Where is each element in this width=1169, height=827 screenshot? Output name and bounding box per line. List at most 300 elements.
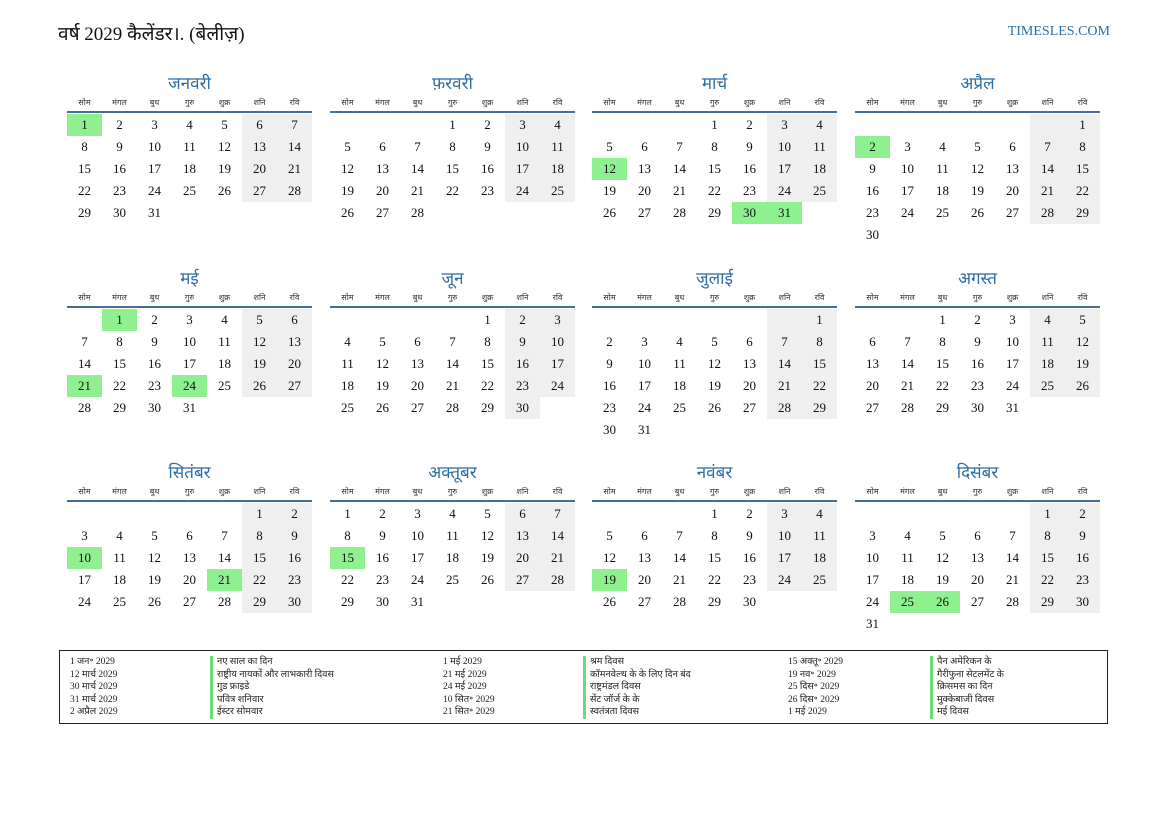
- day-cell: 19: [971, 183, 984, 198]
- day-cell: 15: [936, 356, 949, 371]
- day-cell: 2: [974, 312, 981, 327]
- month-block: [330, 463, 575, 613]
- day-grid: [67, 309, 312, 419]
- month-name: दिसंबर: [956, 463, 999, 482]
- month-block: [67, 74, 312, 224]
- holiday-name: कॉमनवेल्थ के के लिए दिन बंद: [583, 669, 691, 682]
- day-cell: 24: [1006, 378, 1019, 393]
- day-cell: 2: [1065, 503, 1100, 525]
- day-cell: 14: [218, 550, 231, 565]
- day-cell: 24: [540, 375, 575, 397]
- day-cell: 21: [540, 547, 575, 569]
- day-cell: 22: [936, 378, 949, 393]
- day-cell: 26: [242, 375, 277, 397]
- holiday-date: 12 मार्च 2029: [70, 669, 118, 680]
- empty-day: [400, 114, 435, 136]
- weekday-label: गुरु: [972, 98, 983, 107]
- day-cell: 11: [540, 136, 575, 158]
- day-cell: 3: [540, 309, 575, 331]
- day-cell: 26: [1065, 375, 1100, 397]
- day-cell: 21: [277, 158, 312, 180]
- month-name: जनवरी: [168, 74, 211, 93]
- day-cell: 13: [376, 161, 389, 176]
- weekday-label: रवि: [1077, 98, 1088, 107]
- empty-day: [890, 114, 925, 136]
- day-grid: [592, 114, 837, 224]
- day-cell: 30: [732, 202, 767, 224]
- holiday-name: मुक्केबाजी दिवस: [930, 694, 1004, 707]
- weekday-label: गुरु: [184, 293, 195, 302]
- day-cell: 7: [676, 528, 683, 543]
- site-link[interactable]: TIMESLES.COM: [1007, 24, 1110, 39]
- day-cell: 22: [802, 375, 837, 397]
- empty-day: [662, 309, 697, 331]
- day-cell: 14: [446, 356, 459, 371]
- weekday-label: शुक्र: [743, 293, 756, 302]
- day-cell: 18: [341, 378, 354, 393]
- day-cell: 8: [711, 139, 718, 154]
- weekday-label: मंगल: [900, 487, 915, 496]
- weekday-label: गुरु: [709, 293, 720, 302]
- day-cell: 9: [746, 528, 753, 543]
- day-cell: 12: [481, 528, 494, 543]
- weekday-label: गुरु: [972, 293, 983, 302]
- day-cell: 26: [481, 572, 494, 587]
- day-cell: 25: [113, 594, 126, 609]
- holiday-date: 1 मई 2029: [788, 707, 827, 717]
- day-cell: 12: [708, 356, 721, 371]
- day-cell: 5: [242, 309, 277, 331]
- empty-day: [995, 114, 1030, 136]
- weekday-header: [67, 97, 312, 113]
- day-cell: 28: [767, 397, 802, 419]
- day-cell: 22: [1065, 180, 1100, 202]
- weekday-label: बुध: [149, 293, 160, 302]
- day-grid: [330, 503, 575, 613]
- day-cell: 3: [505, 114, 540, 136]
- empty-day: [400, 309, 435, 331]
- weekday-label: मंगल: [112, 98, 127, 107]
- empty-day: [662, 114, 697, 136]
- empty-day: [855, 309, 890, 331]
- day-cell: 8: [449, 139, 456, 154]
- day-cell: 7: [221, 528, 228, 543]
- month-name: अक्तूबर: [428, 463, 477, 482]
- day-cell: 10: [540, 331, 575, 353]
- day-cell: 11: [183, 139, 196, 154]
- weekday-label: रवि: [289, 98, 300, 107]
- day-cell: 23: [148, 378, 161, 393]
- day-cell: 5: [939, 528, 946, 543]
- day-cell: 22: [446, 183, 459, 198]
- holiday-names-col-2: [583, 656, 691, 719]
- day-cell: 27: [505, 569, 540, 591]
- day-cell: 17: [1006, 356, 1019, 371]
- holiday-name: स्वतंत्रता दिवस: [583, 706, 691, 719]
- month-name: जून: [441, 269, 464, 288]
- day-cell: 15: [1065, 158, 1100, 180]
- day-cell: 12: [971, 161, 984, 176]
- day-cell: 9: [151, 334, 158, 349]
- day-cell: 17: [767, 547, 802, 569]
- day-cell: 27: [183, 594, 196, 609]
- day-cell: 4: [802, 503, 837, 525]
- day-cell: 1: [67, 114, 102, 136]
- day-cell: 27: [743, 400, 756, 415]
- day-cell: 13: [277, 331, 312, 353]
- day-cell: 19: [218, 161, 231, 176]
- day-cell: 19: [603, 183, 616, 198]
- day-cell: 10: [505, 136, 540, 158]
- day-cell: 27: [277, 375, 312, 397]
- day-cell: 1: [449, 117, 456, 132]
- day-cell: 23: [866, 205, 879, 220]
- holiday-name: राष्ट्रीय नायकों और लाभकारी दिवस: [210, 669, 334, 682]
- day-cell: 29: [481, 400, 494, 415]
- day-cell: 28: [1006, 594, 1019, 609]
- day-cell: 27: [638, 205, 651, 220]
- day-cell: 17: [638, 378, 651, 393]
- day-cell: 25: [802, 569, 837, 591]
- empty-day: [137, 503, 172, 525]
- day-cell: 28: [411, 205, 424, 220]
- day-cell: 20: [183, 572, 196, 587]
- day-cell: 10: [767, 136, 802, 158]
- weekday-label: गुरु: [447, 487, 458, 496]
- weekday-label: शुक्र: [481, 98, 494, 107]
- day-cell: 9: [379, 528, 386, 543]
- weekday-label: सोम: [78, 98, 91, 107]
- day-cell: 8: [1030, 525, 1065, 547]
- day-cell: 27: [866, 400, 879, 415]
- weekday-label: शुक्र: [743, 98, 756, 107]
- day-cell: 26: [971, 205, 984, 220]
- weekday-label: रवि: [289, 293, 300, 302]
- day-cell: 12: [603, 550, 616, 565]
- day-cell: 9: [869, 161, 876, 176]
- holiday-date: 21 सित॰ 2029: [443, 707, 495, 717]
- day-cell: 30: [148, 400, 161, 415]
- weekday-header: [330, 292, 575, 308]
- day-cell: 10: [1006, 334, 1019, 349]
- day-cell: 5: [1065, 309, 1100, 331]
- day-cell: 3: [767, 503, 802, 525]
- day-cell: 17: [411, 550, 424, 565]
- day-cell: 24: [767, 180, 802, 202]
- empty-day: [627, 503, 662, 525]
- day-grid: [592, 503, 837, 613]
- holiday-date: 15 अक्तू॰ 2029: [788, 657, 844, 667]
- day-cell: 17: [148, 161, 161, 176]
- month-block: [855, 463, 1100, 635]
- weekday-label: बुध: [412, 98, 423, 107]
- day-cell: 4: [1030, 309, 1065, 331]
- day-cell: 29: [1065, 202, 1100, 224]
- day-cell: 31: [1006, 400, 1019, 415]
- day-cell: 7: [81, 334, 88, 349]
- day-cell: 9: [277, 525, 312, 547]
- empty-day: [67, 309, 102, 331]
- holiday-name: सेंट जॉर्ज के के: [583, 694, 691, 707]
- weekday-label: बुध: [412, 487, 423, 496]
- holiday-date: 25 दिस॰ 2029: [788, 682, 840, 692]
- day-cell: 23: [481, 183, 494, 198]
- day-cell: 16: [277, 547, 312, 569]
- month-block: [592, 74, 837, 224]
- day-cell: 20: [505, 547, 540, 569]
- empty-day: [627, 114, 662, 136]
- day-cell: 2: [277, 503, 312, 525]
- day-cell: 8: [484, 334, 491, 349]
- empty-day: [890, 309, 925, 331]
- day-cell: 29: [341, 594, 354, 609]
- day-cell: 13: [743, 356, 756, 371]
- day-cell: 12: [242, 331, 277, 353]
- day-cell: 4: [540, 114, 575, 136]
- day-cell: 21: [446, 378, 459, 393]
- day-cell: 8: [1065, 136, 1100, 158]
- weekday-label: रवि: [814, 487, 825, 496]
- day-cell: 2: [746, 506, 753, 521]
- day-cell: 4: [676, 334, 683, 349]
- day-cell: 11: [901, 550, 914, 565]
- day-cell: 25: [936, 205, 949, 220]
- day-cell: 14: [1030, 158, 1065, 180]
- day-cell: 13: [866, 356, 879, 371]
- weekday-label: मंगल: [375, 487, 390, 496]
- day-cell: 25: [183, 183, 196, 198]
- day-grid: [855, 309, 1100, 419]
- day-cell: 27: [1006, 205, 1019, 220]
- day-cell: 18: [446, 550, 459, 565]
- month-block: [592, 463, 837, 613]
- weekday-label: मंगल: [112, 293, 127, 302]
- month-name: जुलाई: [696, 269, 733, 288]
- weekday-label: शनि: [778, 293, 791, 302]
- day-cell: 22: [78, 183, 91, 198]
- day-cell: 22: [708, 572, 721, 587]
- empty-day: [960, 503, 995, 525]
- day-cell: 4: [904, 528, 911, 543]
- weekday-label: गुरु: [184, 487, 195, 496]
- day-cell: 16: [743, 550, 756, 565]
- holiday-name: गैरीफुना सेटलमेंट के: [930, 669, 1004, 682]
- weekday-label: मंगल: [637, 293, 652, 302]
- day-cell: 27: [971, 594, 984, 609]
- weekday-label: रवि: [289, 487, 300, 496]
- weekday-label: रवि: [1077, 487, 1088, 496]
- weekday-label: बुध: [674, 98, 685, 107]
- day-cell: 18: [218, 356, 231, 371]
- day-cell: 17: [78, 572, 91, 587]
- weekday-label: बुध: [149, 98, 160, 107]
- day-cell: 12: [148, 550, 161, 565]
- month-block: [855, 74, 1100, 246]
- day-cell: 12: [376, 356, 389, 371]
- day-cell: 12: [218, 139, 231, 154]
- day-cell: 2: [484, 117, 491, 132]
- month-name: अप्रैल: [960, 74, 995, 93]
- holiday-name: गुड फ्राइडे: [210, 681, 334, 694]
- day-cell: 28: [78, 400, 91, 415]
- weekday-label: शुक्र: [218, 487, 231, 496]
- day-cell: 14: [1006, 550, 1019, 565]
- day-cell: 21: [767, 375, 802, 397]
- day-cell: 24: [767, 569, 802, 591]
- empty-day: [435, 309, 470, 331]
- day-cell: 28: [218, 594, 231, 609]
- day-cell: 16: [743, 161, 756, 176]
- day-cell: 10: [148, 139, 161, 154]
- holiday-name: राष्ट्रमंडल दिवस: [583, 681, 691, 694]
- day-cell: 16: [148, 356, 161, 371]
- day-cell: 8: [116, 334, 123, 349]
- day-cell: 18: [113, 572, 126, 587]
- day-cell: 6: [505, 503, 540, 525]
- day-cell: 7: [277, 114, 312, 136]
- day-cell: 15: [802, 353, 837, 375]
- day-cell: 21: [67, 375, 102, 397]
- day-cell: 30: [971, 400, 984, 415]
- day-cell: 16: [603, 378, 616, 393]
- day-cell: 3: [151, 117, 158, 132]
- day-cell: 4: [186, 117, 193, 132]
- day-cell: 14: [673, 161, 686, 176]
- holiday-name: मई दिवस: [930, 706, 1004, 719]
- empty-day: [330, 309, 365, 331]
- day-cell: 29: [708, 205, 721, 220]
- weekday-label: शनि: [1041, 98, 1054, 107]
- day-cell: 7: [1030, 136, 1065, 158]
- day-cell: 30: [505, 397, 540, 419]
- day-cell: 11: [802, 525, 837, 547]
- day-cell: 3: [904, 139, 911, 154]
- day-cell: 11: [218, 334, 231, 349]
- day-cell: 28: [673, 594, 686, 609]
- day-cell: 15: [446, 161, 459, 176]
- day-cell: 7: [904, 334, 911, 349]
- day-cell: 31: [767, 202, 802, 224]
- day-cell: 29: [242, 591, 277, 613]
- weekday-label: शनि: [253, 98, 266, 107]
- day-cell: 10: [638, 356, 651, 371]
- day-cell: 27: [376, 205, 389, 220]
- day-cell: 25: [540, 180, 575, 202]
- day-cell: 13: [638, 550, 651, 565]
- day-cell: 7: [767, 331, 802, 353]
- day-cell: 6: [869, 334, 876, 349]
- weekday-label: बुध: [674, 293, 685, 302]
- weekday-label: शनि: [516, 487, 529, 496]
- day-cell: 23: [113, 183, 126, 198]
- day-cell: 31: [183, 400, 196, 415]
- month-block: [592, 269, 837, 441]
- day-cell: 10: [901, 161, 914, 176]
- empty-day: [995, 503, 1030, 525]
- day-cell: 21: [1030, 180, 1065, 202]
- day-cell: 14: [411, 161, 424, 176]
- holiday-names-col-3: [930, 656, 1004, 719]
- holiday-name: नए साल का दिन: [210, 656, 334, 669]
- day-cell: 17: [767, 158, 802, 180]
- day-cell: 8: [711, 528, 718, 543]
- empty-day: [732, 309, 767, 331]
- empty-day: [855, 503, 890, 525]
- day-cell: 27: [638, 594, 651, 609]
- day-cell: 17: [505, 158, 540, 180]
- day-cell: 5: [606, 528, 613, 543]
- day-cell: 14: [673, 550, 686, 565]
- day-cell: 10: [67, 547, 102, 569]
- empty-day: [330, 114, 365, 136]
- day-cell: 5: [711, 334, 718, 349]
- day-cell: 1: [344, 506, 351, 521]
- day-cell: 3: [186, 312, 193, 327]
- holiday-names-col-1: [210, 656, 334, 719]
- day-cell: 9: [606, 356, 613, 371]
- day-cell: 1: [711, 117, 718, 132]
- empty-day: [365, 114, 400, 136]
- day-cell: 13: [971, 550, 984, 565]
- day-cell: 2: [116, 117, 123, 132]
- day-cell: 13: [411, 356, 424, 371]
- month-name: सितंबर: [168, 463, 211, 482]
- day-cell: 24: [866, 594, 879, 609]
- holiday-date: 24 मई 2029: [443, 682, 487, 692]
- weekday-label: शनि: [778, 487, 791, 496]
- holiday-list: [59, 650, 1108, 724]
- day-cell: 24: [411, 572, 424, 587]
- day-cell: 19: [1065, 353, 1100, 375]
- day-cell: 7: [676, 139, 683, 154]
- day-cell: 4: [221, 312, 228, 327]
- day-cell: 4: [939, 139, 946, 154]
- day-cell: 11: [341, 356, 354, 371]
- day-cell: 24: [172, 375, 207, 397]
- day-cell: 28: [1030, 202, 1065, 224]
- day-cell: 20: [411, 378, 424, 393]
- weekday-label: सोम: [78, 487, 91, 496]
- empty-day: [207, 503, 242, 525]
- day-grid: [67, 114, 312, 224]
- day-cell: 4: [449, 506, 456, 521]
- weekday-label: सोम: [866, 487, 879, 496]
- day-cell: 4: [344, 334, 351, 349]
- day-cell: 16: [1065, 547, 1100, 569]
- day-cell: 15: [1030, 547, 1065, 569]
- weekday-label: मंगल: [375, 98, 390, 107]
- weekday-label: सोम: [603, 487, 616, 496]
- weekday-header: [855, 97, 1100, 113]
- empty-day: [697, 309, 732, 331]
- weekday-label: गुरु: [972, 487, 983, 496]
- day-cell: 26: [603, 594, 616, 609]
- day-cell: 20: [638, 572, 651, 587]
- day-cell: 7: [414, 139, 421, 154]
- day-cell: 25: [673, 400, 686, 415]
- day-cell: 13: [638, 161, 651, 176]
- weekday-label: रवि: [552, 487, 563, 496]
- day-cell: 23: [743, 572, 756, 587]
- day-cell: 30: [743, 594, 756, 609]
- day-cell: 17: [901, 183, 914, 198]
- day-cell: 29: [78, 205, 91, 220]
- weekday-header: [592, 97, 837, 113]
- day-cell: 5: [344, 139, 351, 154]
- day-cell: 16: [376, 550, 389, 565]
- day-cell: 26: [708, 400, 721, 415]
- weekday-label: गुरु: [447, 293, 458, 302]
